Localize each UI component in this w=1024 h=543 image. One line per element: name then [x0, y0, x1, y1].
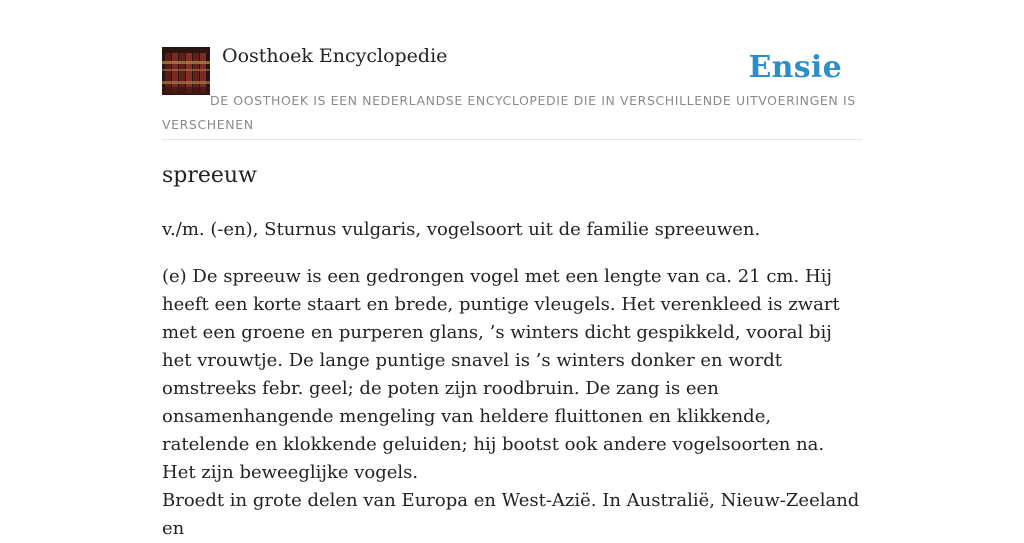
entry-title: spreeuw [162, 163, 257, 188]
books-icon [162, 47, 210, 95]
avatar[interactable] [162, 47, 210, 95]
entry-paragraph: Broedt in grote delen van Europa en West-Azië. In Australië, Nieuw-Zeeland en [162, 490, 860, 539]
brand-logo[interactable]: Ensie [748, 50, 842, 85]
site-header [162, 0, 862, 140]
page [162, 0, 862, 539]
entry-definition: v./m. (-en), Sturnus vulgaris, vogelsoort uit de familie spreeuwen. [162, 219, 761, 240]
site-name[interactable]: Oosthoek Encyclopedie [222, 45, 448, 67]
entry-paragraph: (e) De spreeuw is een gedrongen vogel met een lengte van ca. 21 cm. Hij heeft een korte staart en brede, puntige vleugels. Het verenkleed is zwart met een groene en purperen glans, ’s winters dicht gespikkeld, vooral bij het vrouwtje. De lange puntige snavel is ’s winters donker en wordt omstreeks febr. geel; de poten zijn roodbruin. De zang is een onsamenhangende mengeling van heldere fluittonen en klikkende, ratelende en klokkende geluiden; hij bootst ook andere vogelsoorten na. Het zijn beweeglijke vogels. [162, 266, 840, 483]
site-tagline: DE OOSTHOEK IS EEN NEDERLANDSE ENCYCLOPEDIE DIE IN VERSCHILLENDE UITVOERINGEN IS VERSCHENEN [162, 93, 856, 132]
